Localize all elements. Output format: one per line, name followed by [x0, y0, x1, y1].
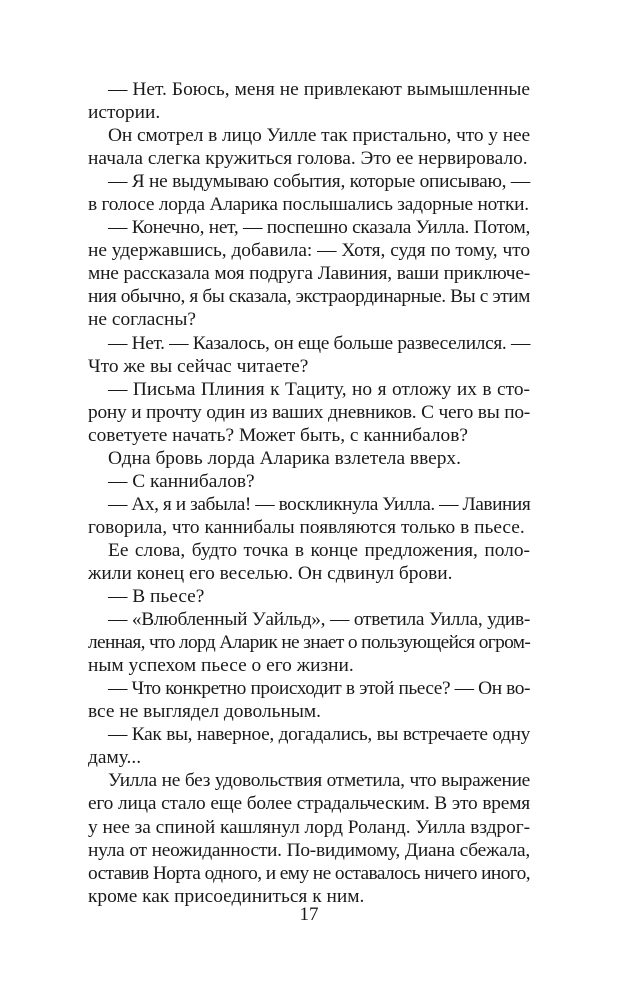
text-line: — Ах, я и забыла! — воскликнула Уилла. — Лавиния [108, 493, 531, 515]
text-line: говорила, что каннибалы появляются только в пьесе. [88, 516, 525, 538]
text-line: — Конечно, нет, — поспешно сказала Уилла. Потом, [108, 217, 530, 239]
text-line: не согласны? [88, 309, 197, 331]
text-line: ния обычно, я бы сказала, экстраординарные. Вы с этим [88, 286, 530, 308]
text-line: Что же вы сейчас читаете? [88, 355, 309, 377]
text-line: Он смотрел в лицо Уилле так пристально, что у нее [108, 125, 530, 147]
text-line: — «Влюбленный Уайльд», — ответила Уилла, удив- [108, 609, 530, 631]
text-line: — Что конкретно происходит в этой пьесе? — Он во- [108, 678, 530, 700]
page-number: 17 [299, 904, 319, 925]
text-line: Одна бровь лорда Аларика взлетела вверх. [108, 447, 461, 469]
text-line: нула от неожиданности. По-видимому, Диана сбежала, [88, 839, 530, 861]
text-line: оставив Норта одного, и ему не оставалось ничего иного, [88, 862, 530, 884]
text-line: — С каннибалов? [108, 470, 255, 492]
text-line: ленная, что лорд Аларик не знает о пользующейся огром- [88, 632, 531, 654]
text-line: у нее за спиной кашлянул лорд Роланд. Уилла вздрог- [88, 816, 531, 838]
text-line: ным успехом пьесе о его жизни. [88, 655, 354, 677]
text-line: даму... [88, 747, 142, 769]
text-line: в голосе лорда Аларика послышались задорные нотки. [88, 194, 529, 216]
text-line: мне рассказала моя подруга Лавиния, ваши приключе- [88, 263, 530, 285]
text-line: — Письма Плиния к Тациту, но я отложу их в сто- [108, 378, 530, 400]
text-line: его лица стало еще более страдальческим. В это время [88, 793, 530, 815]
text-line: советуете начать? Может быть, с каннибалов? [88, 424, 469, 446]
text-line: не удержавшись, добавила: — Хотя, судя по тому, что [88, 240, 530, 262]
text-line: — Нет. — Казалось, он еще больше развеселился. — [108, 332, 530, 354]
body-text [88, 78, 530, 908]
text-line: рону и прочту один из ваших дневников. С чего вы по- [88, 401, 530, 423]
text-line: Ее слова, будто точка в конце предложения, поло- [108, 539, 530, 561]
text-line: — В пьесе? [108, 586, 205, 608]
text-line: все не выглядел довольным. [88, 701, 321, 723]
text-line: — Нет. Боюсь, меня не привлекают вымышленные [108, 79, 530, 100]
text-line: жили конец его веселью. Он сдвинул брови. [88, 562, 453, 584]
text-line: истории. [88, 102, 161, 124]
text-line: — Как вы, наверное, догадались, вы встречаете одну [108, 724, 530, 746]
text-line: начала слегка кружиться голова. Это ее нервировало. [88, 148, 528, 170]
text-line: Уилла не без удовольствия отметила, что выражение [108, 770, 530, 792]
text-line: — Я не выдумываю события, которые описываю, — [108, 171, 531, 193]
text-line: кроме как присоединиться к ним. [88, 885, 365, 907]
